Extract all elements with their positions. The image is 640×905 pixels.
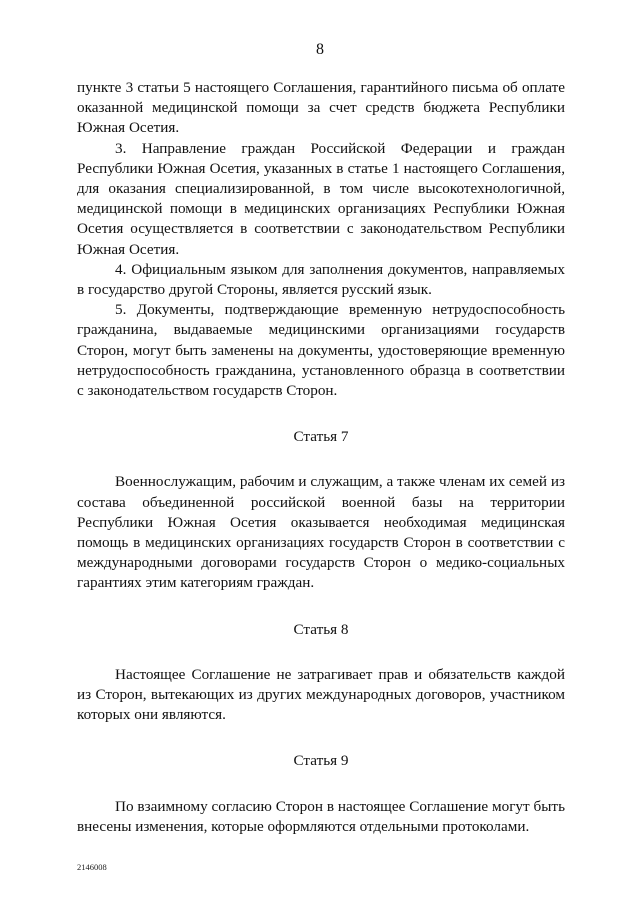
article-7-heading: Статья 7: [293, 428, 349, 446]
article-9-heading: Статья 9: [293, 752, 349, 770]
paragraph-continuation: пункте 3 статьи 5 настоящего Соглашения, гарантийного письма об оплате оказанной медицинской помощи за счет средств бюджета Республики Южная Осетия.: [77, 79, 565, 137]
page-number: 8: [316, 41, 324, 58]
paragraph-item-4: 4. Официальным языком для заполнения документов, направляемых в государство другой Стороны, является русский язык.: [77, 260, 565, 299]
article-8-text: Настоящее Соглашение не затрагивает прав и обязательств каждой из Сторон, вытекающих из других международных договоров, участником которых они являются.: [77, 665, 565, 724]
document-code: 2146008: [77, 862, 107, 872]
article-8-heading: Статья 8: [293, 620, 349, 638]
document-body: [77, 78, 565, 837]
article-9-text: По взаимному согласию Сторон в настоящее Соглашение могут быть внесены изменения, которые оформляются отдельными протоколами.: [77, 797, 565, 835]
article-7-text: Военнослужащим, рабочим и служащим, а также членам их семей из состава объединенной российской военной базы на территории Республики Южная Осетия оказывается необходимая медицинская помощь в медицинских организациях государств Сторон в соответствии с международными договорами государств Сторон о медико-социальных гарантиях этим категориям граждан.: [77, 473, 565, 592]
paragraph-item-3: 3. Направление граждан Российской Федерации и граждан Республики Южная Осетия, указанных в статье 1 настоящего Соглашения, для оказания специализированной, в том числе высокотехнологичной, медицинской помощи в медицинских организациях Республики Южная Осетия осуществляется в соответствии с законодательством Республики Южная Осетия.: [77, 139, 565, 258]
paragraph-item-5: 5. Документы, подтверждающие временную нетрудоспособность гражданина, выдаваемые медицинскими организациями государств Сторон, могут быть заменены на документы, удостоверяющие временную нетрудоспособность гражданина, установленного образца в соответствии с законодательством государств Сторон.: [77, 301, 565, 400]
